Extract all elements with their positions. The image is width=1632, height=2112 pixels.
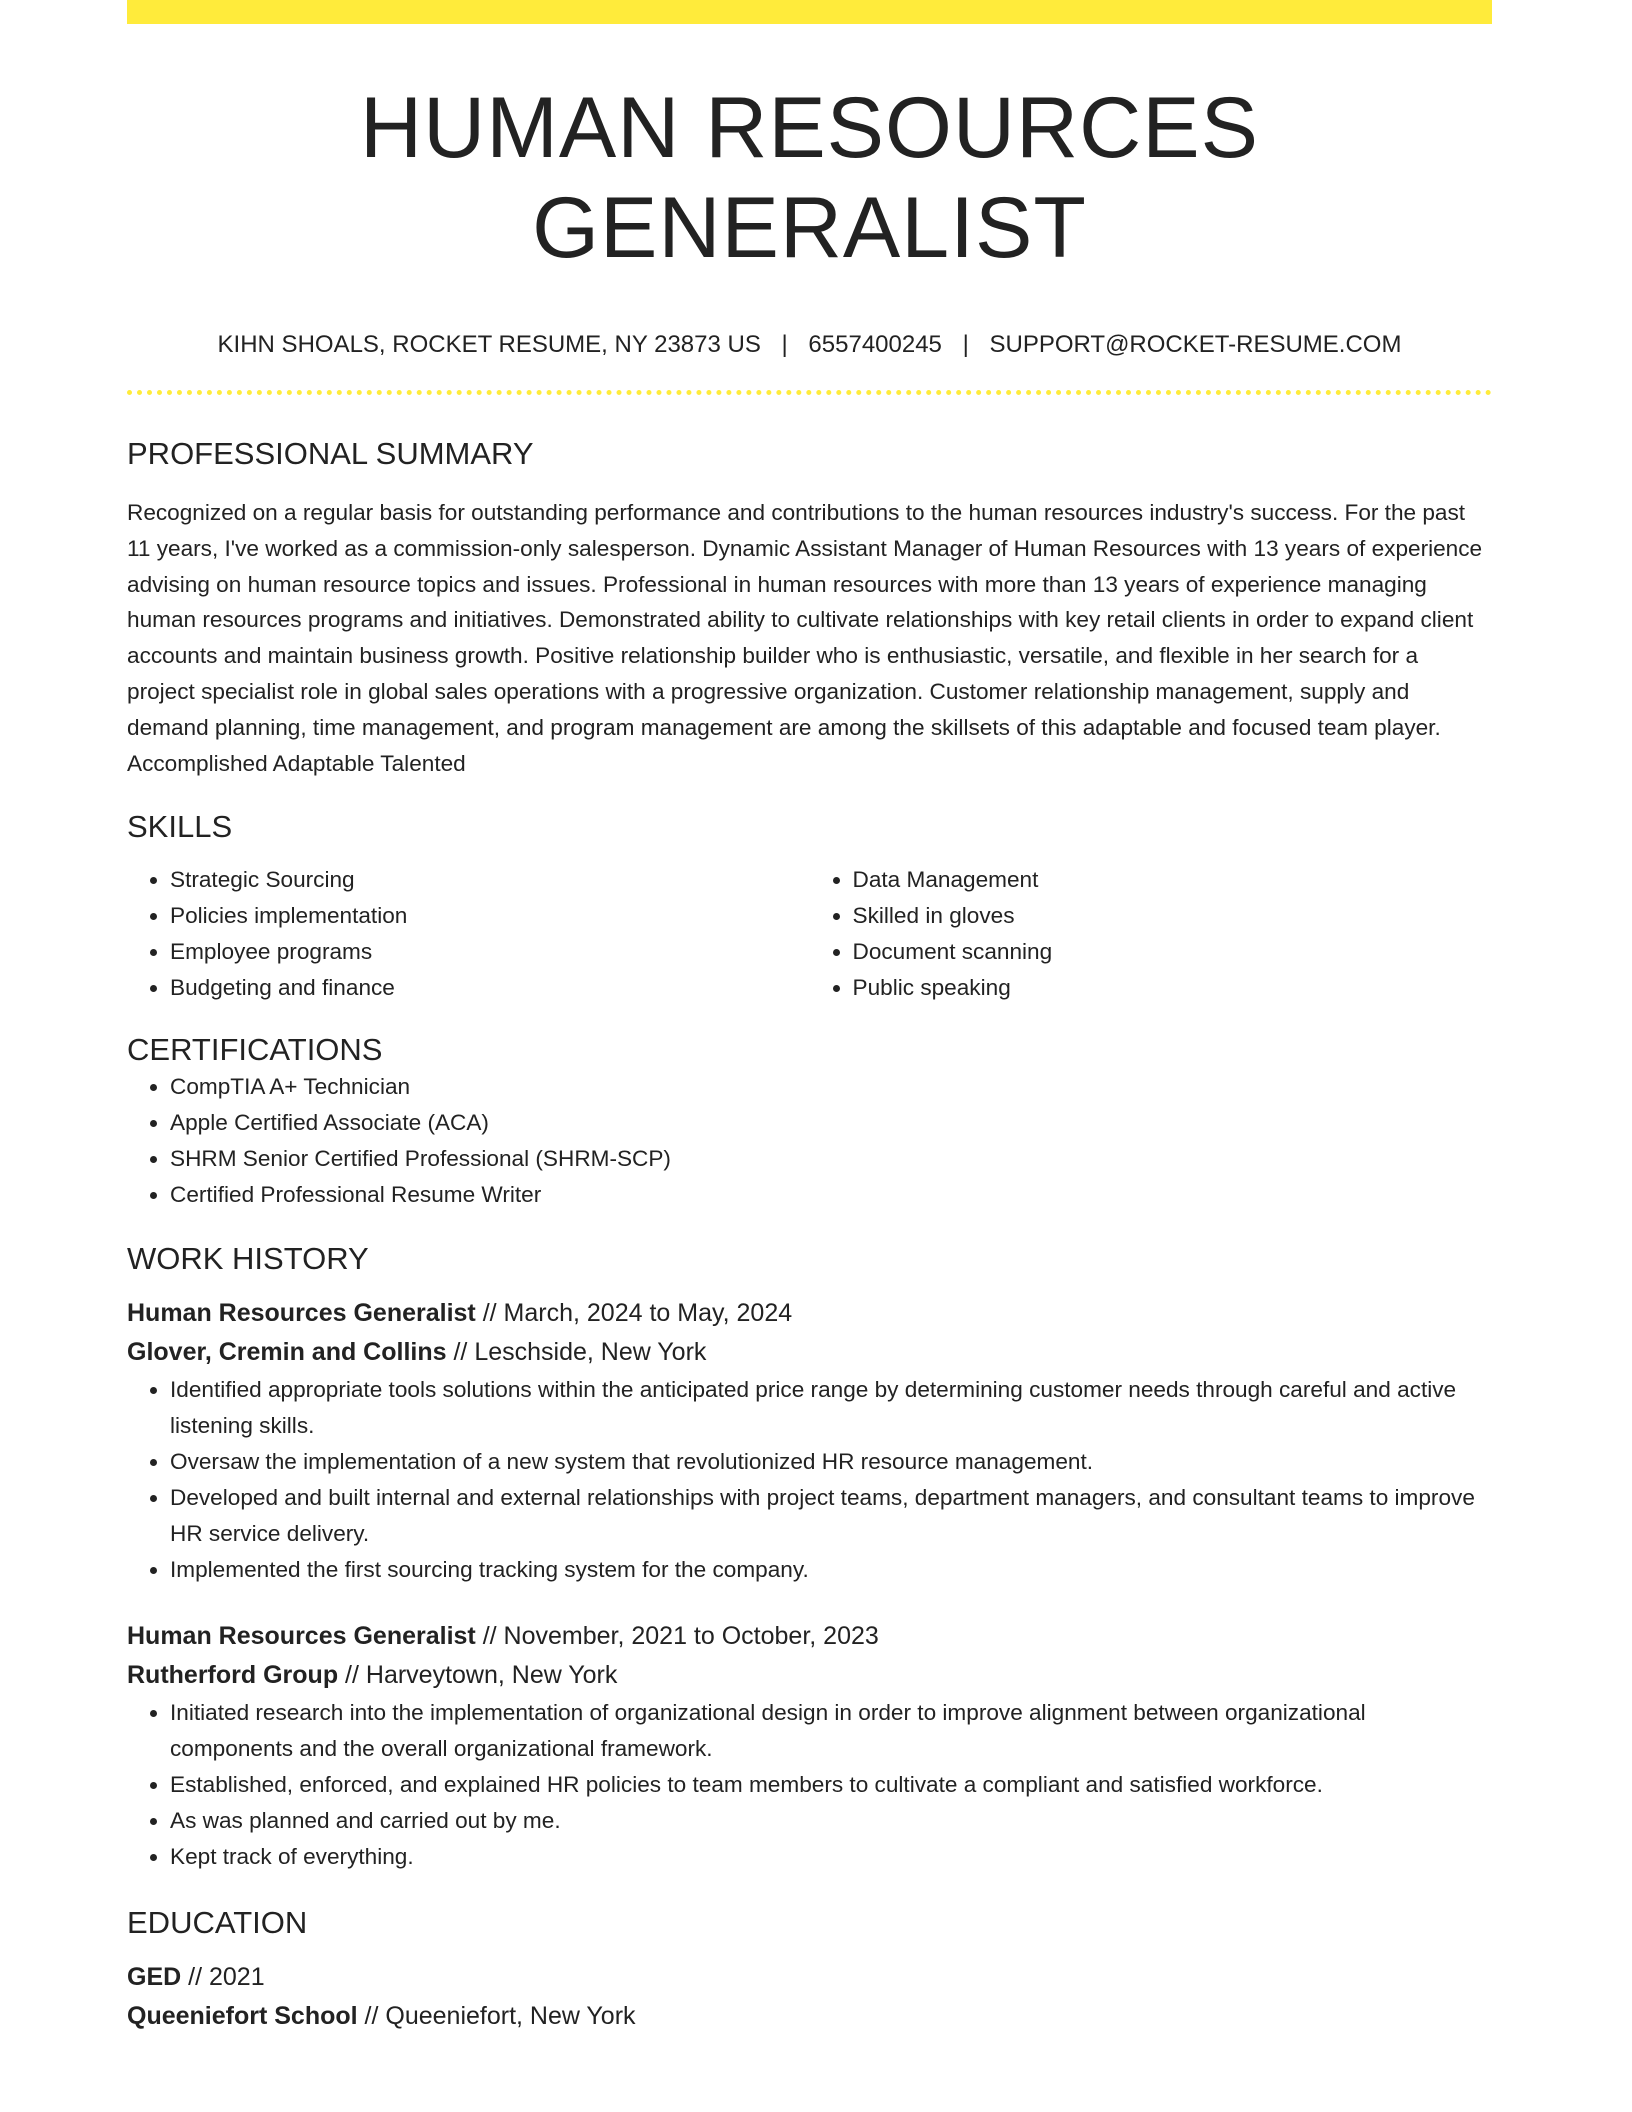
skills-heading: SKILLS: [127, 809, 233, 845]
job-company: Rutherford Group: [127, 1661, 339, 1690]
job-location: // Leschside, New York: [453, 1338, 707, 1367]
job-bullet: • Kept track of everything.: [170, 1839, 1492, 1875]
summary-heading: PROFESSIONAL SUMMARY: [127, 436, 534, 471]
resume-content: [127, 0, 1492, 2036]
skill-item: • Budgeting and finance: [170, 970, 810, 1006]
job-dates: // March, 2024 to May, 2024: [482, 1299, 793, 1328]
job-bullet: • Oversaw the implementation of a new system that revolutionized HR resource management.: [170, 1444, 1492, 1480]
job-company: Glover, Cremin and Collins: [127, 1338, 447, 1367]
skill-item: • Document scanning: [853, 934, 1493, 970]
skill-item: • Employee programs: [170, 934, 810, 970]
job-entry: [127, 1294, 1492, 1588]
contact-separator: |: [962, 331, 969, 358]
education-heading: EDUCATION: [127, 1905, 308, 1941]
certification-item: • Apple Certified Associate (ACA): [170, 1105, 1492, 1141]
job-bullet: • Established, enforced, and explained HR policies to team members to cultivate a compliant and satisfied workforce.: [170, 1767, 1492, 1803]
contact-email: SUPPORT@ROCKET-RESUME.COM: [989, 331, 1402, 358]
certification-item: • Certified Professional Resume Writer: [170, 1177, 1492, 1213]
contact-address: KIHN SHOALS, ROCKET RESUME, NY 23873 US: [217, 331, 761, 358]
job-bullet: • Identified appropriate tools solutions within the anticipated price range by determining customer needs through careful and active listening skills.: [170, 1372, 1492, 1444]
summary-text: Recognized on a regular basis for outstanding performance and contributions to the human resources industry's success. For the past 11 years, I've worked as a commission-only salesperson. Dynamic Assistant Manager of Human Resources with 13 years of experience advising on human resource topics and issues. Professional in human resources with more than 13 years of experience managing human resources programs and initiatives. Demonstrated ability to cultivate relationships with key retail clients in order to expand client accounts and maintain business growth. Positive relationship builder who is enthusiastic, versatile, and flexible in her search for a project specialist role in global sales operations with a progressive organization. Customer relationship management, supply and demand planning, time management, and program management are among the skillsets of this adaptable and focused team player. Accomplished Adaptable Talented: [127, 500, 1483, 776]
job-title-line: [127, 1294, 1492, 1333]
skill-item: • Strategic Sourcing: [170, 862, 810, 898]
contact-phone: 6557400245: [808, 331, 942, 358]
certifications-list: [127, 1069, 1492, 1213]
job-bullet: • Initiated research into the implementation of organizational design in order to improve alignment between organizational components and the overall organizational framework.: [170, 1695, 1492, 1767]
job-company-line: [127, 1656, 1492, 1695]
job-title-line: [127, 1617, 1492, 1656]
skills-columns: [127, 862, 1492, 1006]
skill-item: • Skilled in gloves: [853, 898, 1493, 934]
certification-item: • SHRM Senior Certified Professional (SHRM-SCP): [170, 1141, 1492, 1177]
work-history-heading: WORK HISTORY: [127, 1241, 369, 1277]
job-bullet: • Developed and built internal and external relationships with project teams, department managers, and consultant teams to improve HR service delivery.: [170, 1480, 1492, 1552]
contact-line: [127, 330, 1492, 360]
education-school: Queeniefort School: [127, 2002, 358, 2031]
education-degree-line: [127, 1958, 1492, 1997]
skills-list-left: [127, 862, 810, 1006]
job-bullet: • Implemented the first sourcing tracking system for the company.: [170, 1552, 1492, 1588]
job-role: Human Resources Generalist: [127, 1622, 476, 1651]
job-bullet-list: [127, 1372, 1492, 1588]
job-entry: [127, 1617, 1492, 1875]
job-location: // Harveytown, New York: [345, 1661, 618, 1690]
education-year: // 2021: [188, 1963, 265, 1992]
certification-item: • CompTIA A+ Technician: [170, 1069, 1492, 1105]
contact-separator: |: [781, 331, 788, 358]
job-company-line: [127, 1333, 1492, 1372]
skill-item: • Data Management: [853, 862, 1493, 898]
job-role: Human Resources Generalist: [127, 1299, 476, 1328]
education-school-line: [127, 1997, 1492, 2036]
skills-list-right: [810, 862, 1493, 1006]
job-bullet-list: [127, 1695, 1492, 1875]
resume-name: HUMAN RESOURCES GENERALIST: [360, 80, 1259, 276]
dotted-divider: [127, 390, 1492, 395]
skill-item: • Public speaking: [853, 970, 1493, 1006]
skill-item: • Policies implementation: [170, 898, 810, 934]
education-location: // Queeniefort, New York: [364, 2002, 636, 2031]
certifications-heading: CERTIFICATIONS: [127, 1032, 383, 1068]
education-degree: GED: [127, 1963, 182, 1992]
job-dates: // November, 2021 to October, 2023: [482, 1622, 879, 1651]
job-bullet: • As was planned and carried out by me.: [170, 1803, 1492, 1839]
